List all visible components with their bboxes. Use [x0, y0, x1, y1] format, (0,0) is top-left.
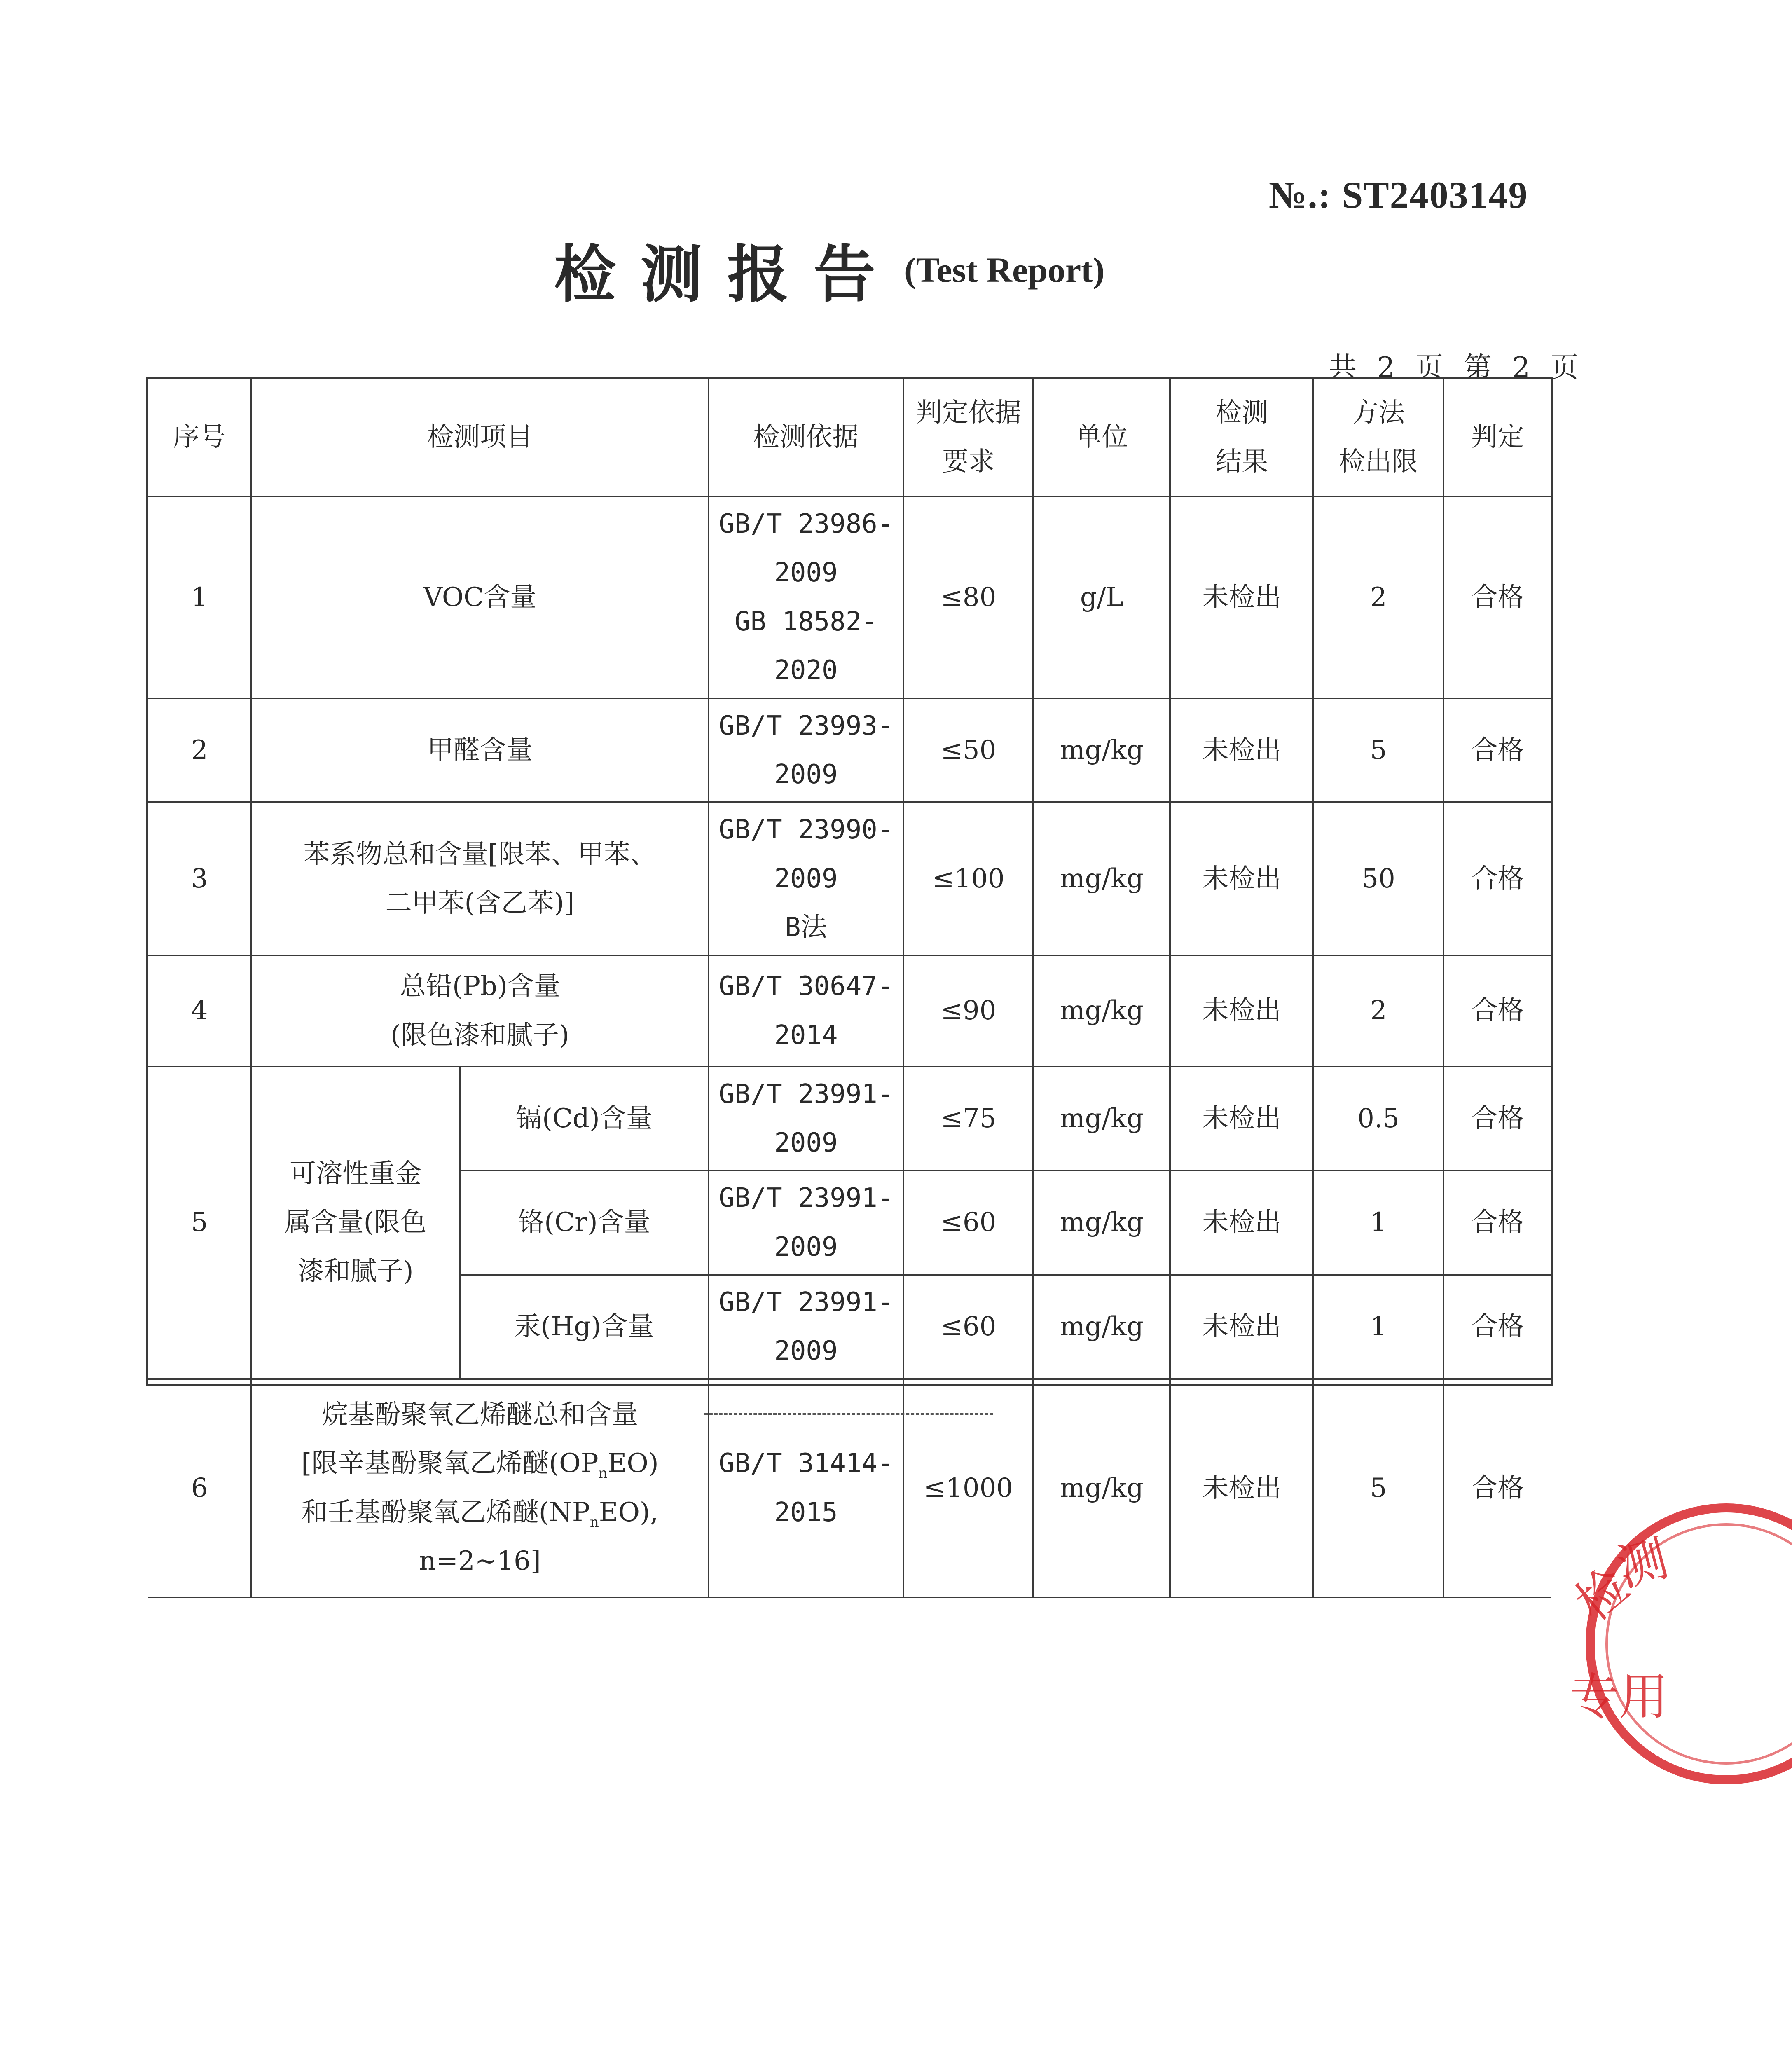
seal-text-2: 测: [1611, 1529, 1674, 1598]
row-method: GB/T 23986-2009 GB 18582-2020: [709, 496, 903, 698]
end-of-table-dashes: [704, 1413, 993, 1415]
header-result: 检测 结果: [1170, 379, 1313, 496]
row-limit: 5: [1313, 698, 1443, 803]
row-unit: mg/kg: [1033, 1067, 1170, 1171]
row-unit: mg/kg: [1033, 955, 1170, 1067]
row-unit: mg/kg: [1033, 802, 1170, 955]
results-table: [148, 379, 1551, 1598]
header-unit: 单位: [1033, 379, 1170, 496]
row-verdict: 合格: [1443, 802, 1551, 955]
row-method: GB/T 31414-2015: [709, 1379, 903, 1597]
row-result: 未检出: [1170, 1275, 1313, 1379]
row-result: 未检出: [1170, 1379, 1313, 1597]
row-result: 未检出: [1170, 802, 1313, 955]
row-requirement: ≤1000: [903, 1379, 1033, 1597]
header-limit: 方法 检出限: [1313, 379, 1443, 496]
inspection-seal-stamp: [1561, 1500, 1792, 1788]
table-row: [148, 955, 1551, 1067]
row-requirement: ≤80: [903, 496, 1033, 698]
row-result: 未检出: [1170, 698, 1313, 803]
row-unit: mg/kg: [1033, 1170, 1170, 1275]
report-title-english: (Test Report): [904, 250, 1105, 290]
header-verdict: 判定: [1443, 379, 1551, 496]
row-verdict: 合格: [1443, 1275, 1551, 1379]
row-limit: 50: [1313, 802, 1443, 955]
table-row: [148, 802, 1551, 955]
seal-text-3: 专用: [1570, 1669, 1668, 1726]
row-verdict: 合格: [1443, 955, 1551, 1067]
table-row: [148, 1379, 1551, 1597]
header-method: 检测依据: [709, 379, 903, 496]
row-method: GB/T 23991-2009: [709, 1067, 903, 1171]
report-title: 检测报告: [554, 238, 901, 311]
page-indicator: 共 2 页 第 2 页: [1329, 351, 1584, 384]
header-item: 检测项目: [251, 379, 709, 496]
row-requirement: ≤50: [903, 698, 1033, 803]
row-result: 未检出: [1170, 1170, 1313, 1275]
row-result: 未检出: [1170, 496, 1313, 698]
row-verdict: 合格: [1443, 1067, 1551, 1171]
row-limit: 5: [1313, 1379, 1443, 1597]
row-limit: 2: [1313, 955, 1443, 1067]
row-no: 1: [148, 496, 251, 698]
row-limit: 0.5: [1313, 1067, 1443, 1171]
row-verdict: 合格: [1443, 1379, 1551, 1597]
row-verdict: 合格: [1443, 1170, 1551, 1275]
row-verdict: 合格: [1443, 698, 1551, 803]
row-method: GB/T 23991-2009: [709, 1170, 903, 1275]
group-label: 可溶性重金 属含量(限色 漆和腻子): [251, 1067, 460, 1379]
row-item: 烷基酚聚氧乙烯醚总和含量 [限辛基酚聚氧乙烯醚$(OP_nEO)$ 和壬基酚聚氧乙烯醚$(NP_nEO)$, n=2~16]: [251, 1379, 709, 1597]
row-limit: 1: [1313, 1170, 1443, 1275]
row-method: GB/T 23990-2009 B法: [709, 802, 903, 955]
row-item: VOC含量: [251, 496, 709, 698]
table-header-row: [148, 379, 1551, 496]
row-verdict: 合格: [1443, 496, 1551, 698]
row-item: 铬(Cr)含量: [460, 1170, 709, 1275]
row-item: 甲醛含量: [251, 698, 709, 803]
row-no: 6: [148, 1379, 251, 1597]
table-row: [148, 698, 1551, 803]
row-limit: 2: [1313, 496, 1443, 698]
row-result: 未检出: [1170, 955, 1313, 1067]
row-no: 5: [148, 1067, 251, 1379]
row-unit: mg/kg: [1033, 1379, 1170, 1597]
row-item: 汞(Hg)含量: [460, 1275, 709, 1379]
row-item: 苯系物总和含量[限苯、甲苯、 二甲苯(含乙苯)]: [251, 802, 709, 955]
row-limit: 1: [1313, 1275, 1443, 1379]
row-requirement: ≤90: [903, 955, 1033, 1067]
row-method: GB/T 23993-2009: [709, 698, 903, 803]
row-requirement: ≤60: [903, 1170, 1033, 1275]
row-unit: mg/kg: [1033, 1275, 1170, 1379]
row-item: 总铅(Pb)含量 (限色漆和腻子): [251, 955, 709, 1067]
row-requirement: ≤100: [903, 802, 1033, 955]
row-requirement: ≤75: [903, 1067, 1033, 1171]
report-number: №.: ST2403149: [1269, 174, 1528, 216]
table-row: [148, 496, 1551, 698]
row-method: GB/T 30647-2014: [709, 955, 903, 1067]
row-no: 3: [148, 802, 251, 955]
header-requirement: 判定依据 要求: [903, 379, 1033, 496]
row-method: GB/T 23991-2009: [709, 1275, 903, 1379]
row-result: 未检出: [1170, 1067, 1313, 1171]
row-no: 4: [148, 955, 251, 1067]
row-requirement: ≤60: [903, 1275, 1033, 1379]
table-row: [148, 1067, 1551, 1171]
header-no: 序号: [148, 379, 251, 496]
seal-text-1: 检: [1565, 1557, 1640, 1633]
row-no: 2: [148, 698, 251, 803]
row-item: 镉(Cd)含量: [460, 1067, 709, 1171]
row-unit: g/L: [1033, 496, 1170, 698]
results-table-frame: [146, 377, 1553, 1577]
row-unit: mg/kg: [1033, 698, 1170, 803]
